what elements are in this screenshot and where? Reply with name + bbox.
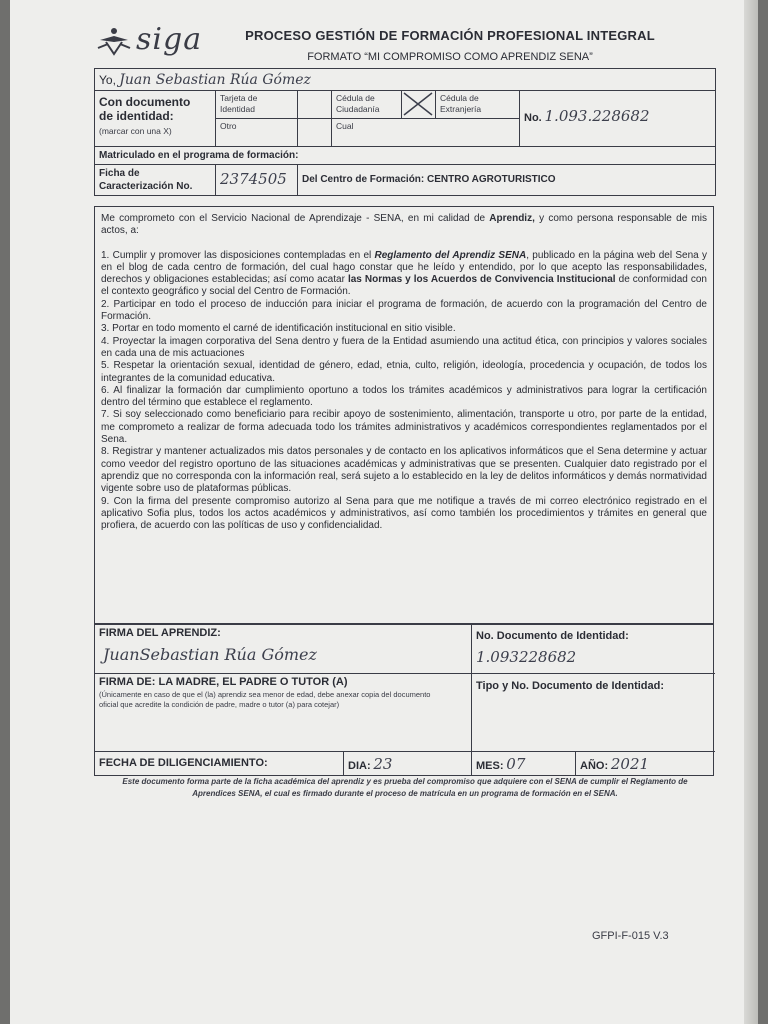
- ficha-number-cell: [215, 165, 297, 195]
- opt-otro[interactable]: Otro: [215, 119, 297, 147]
- no-label: No.: [524, 112, 542, 124]
- ficha-number: 2374505: [220, 170, 287, 188]
- firma-tutor-label: FIRMA DE: LA MADRE, EL PADRE O TUTOR (A): [99, 676, 348, 688]
- de-identidad-label: de identidad:: [99, 109, 174, 123]
- intro-paragraph: Me comprometo con el Servicio Nacional de Aprendizaje - SENA, en mi calidad de Aprendiz, y como persona responsable de mis actos, a:: [101, 213, 707, 237]
- checkbox-otro[interactable]: [297, 119, 331, 147]
- matriculado-label: Matriculado en el programa de formación:: [99, 150, 299, 161]
- fecha-label-cell: [95, 751, 343, 775]
- document-subtitle: FORMATO “MI COMPROMISO COMO APRENDIZ SENA”: [307, 51, 593, 63]
- commitment-item-5: 5. Respetar la orientación sexual, identidad de género, edad, etnia, culto, religión, ideología, procedencia y ocupación, de todos los integrantes de la comunidad educativa.: [101, 360, 707, 384]
- document-number-cell: [519, 91, 715, 146]
- centro-formacion: Del Centro de Formación: CENTRO AGROTURISTICO: [297, 165, 715, 195]
- dia-value: 23: [373, 755, 393, 773]
- commitment-item-1: 1. Cumplir y promover las disposiciones contempladas en el Reglamento del Aprendiz SENA, publicado en la página web del Sena y en el blog de cada centro de formación, del cual hago constar que he leído y entendido, por lo que acepto las responsabilidades, derechos y obligaciones establecidas; así como acatar las Normas y los Acuerdos de Convivencia Institucional de conformidad con el contexto geográfico y social del Centro de Formación.: [101, 249, 707, 298]
- tipo-documento-label: Tipo y No. Documento de Identidad:: [476, 680, 665, 692]
- opt-cedula-extranjeria[interactable]: Cédula de Extranjería: [435, 91, 519, 119]
- identity-section: [94, 68, 716, 196]
- tipo-documento-cell: [471, 673, 715, 751]
- footer-note: Este documento forma parte de la ficha académica del aprendiz y es prueba del compromiso que adquiere con el SENA de cumplir el Reglamento de Aprendices SENA, el cual es firmado durante el proceso de matrícula en un programa de formación en el SENA.: [122, 777, 688, 798]
- sena-logo: [96, 22, 216, 66]
- commitment-item-2: 2. Participar en todo el proceso de inducción para iniciar el programa de formación, de acuerdo con la programación del Centro de Formación.: [101, 298, 707, 323]
- document-type-row: [95, 91, 715, 147]
- no-documento-label: No. Documento de Identidad:: [476, 630, 629, 642]
- form-code: GFPI-F-015 V.3: [592, 930, 669, 942]
- commitment-item-3: 3. Portar en todo momento el carné de identificación institucional en sitio visible.: [101, 323, 456, 335]
- fecha-label: FECHA DE DILIGENCIAMIENTO:: [99, 757, 268, 769]
- document-page: [10, 0, 758, 1024]
- con-documento-label: Con documento: [99, 95, 191, 109]
- signature-section: [94, 624, 714, 776]
- firma-tutor-cell: [95, 673, 471, 751]
- dia-cell: [343, 751, 471, 775]
- sena-emblem-icon: [96, 26, 132, 56]
- commitment-body: [94, 206, 714, 624]
- siga-logo-text: siga: [136, 22, 203, 57]
- checkbox-ti[interactable]: [297, 91, 331, 119]
- name-row: [95, 69, 715, 91]
- firma-aprendiz-label: FIRMA DEL APRENDIZ:: [99, 627, 221, 639]
- no-documento-value: 1.093228682: [476, 648, 577, 666]
- commitment-item-9: 9. Con la firma del presente compromiso autorizo al Sena para que me notifique a través de mi correo electrónico registrado en el aplicativo Sofia plus, todos los actos académicos y administrativos, así como también los procedimientos y trámites en general que profiera, de acuerdo con las políticas de uso y confidencialidad.: [101, 495, 707, 532]
- commitment-item-7: 7. Si soy seleccionado como beneficiario para recibir apoyo de sostenimiento, alimentación, transporte u otro, por parte de la entidad, me comprometo a realizar de forma adecuada todo los trámites administrativos y académicos correspondientes reglamentados por el Sena.: [101, 409, 707, 446]
- tutor-note: (Únicamente en caso de que el (la) aprendiz sea menor de edad, debe anexar copia del documento oficial que acredite la condición de padre, madre o tutor (a) para cotejar): [99, 690, 431, 709]
- matriculado-row: [95, 147, 715, 165]
- yo-label: Yo,: [99, 73, 116, 87]
- commitment-item-6: 6. Al finalizar la formación dar cumplimiento oportuno a todos los trámites académicos y administrativos para lograr la certificación dentro del término que establece el reglamento.: [101, 384, 707, 409]
- dia-label: DIA:: [348, 760, 371, 772]
- mes-label: MES:: [476, 760, 504, 772]
- opt-cual[interactable]: Cual: [331, 119, 519, 147]
- opt-tarjeta-identidad[interactable]: Tarjeta de Identidad: [215, 91, 297, 119]
- x-mark-icon: [402, 91, 434, 117]
- apprentice-signature: JuanSebastian Rúa Gómez: [103, 645, 317, 664]
- firma-aprendiz-cell: [95, 625, 471, 673]
- mes-value: 07: [506, 755, 526, 773]
- ficha-label: Ficha de: [99, 168, 140, 179]
- anio-value: 2021: [610, 755, 650, 773]
- marcar-hint: (marcar con una X): [99, 126, 172, 136]
- page-shadow: [744, 0, 758, 1024]
- checkbox-cc[interactable]: [401, 91, 435, 119]
- no-documento-cell: [471, 625, 715, 673]
- anio-label: AÑO:: [580, 760, 609, 772]
- ficha-row: [95, 165, 715, 195]
- commitment-item-4: 4. Proyectar la imagen corporativa del Sena dentro y fuera de la Entidad asumiendo una actitud ética, con principios y valores sociales en cada una de mis actuaciones: [101, 335, 707, 359]
- caracterizacion-label: Caracterización No.: [99, 181, 193, 192]
- mes-cell: [471, 751, 575, 775]
- commitment-item-8: 8. Registrar y mantener actualizados mis datos personales y de contacto en los aplicativos informáticos que el Sena determine y actuar como veedor del registro oportuno de las situaciones académicas y administrativas que se presenten. Cualquier dato registrado por el aprendiz que no corresponda con la información real, será sujeto a lo establecido en la ley de delitos informáticos y demás normatividad vigente sobre uso de plataformas públicas.: [101, 446, 707, 495]
- opt-cedula-ciudadania[interactable]: Cédula de Ciudadanía: [331, 91, 401, 119]
- anio-cell: [575, 751, 715, 775]
- apprentice-name: Juan Sebastian Rúa Gómez: [119, 72, 311, 88]
- document-title: PROCESO GESTIÓN DE FORMACIÓN PROFESIONAL INTEGRAL: [245, 28, 655, 43]
- document-number: 1.093.228682: [544, 107, 650, 125]
